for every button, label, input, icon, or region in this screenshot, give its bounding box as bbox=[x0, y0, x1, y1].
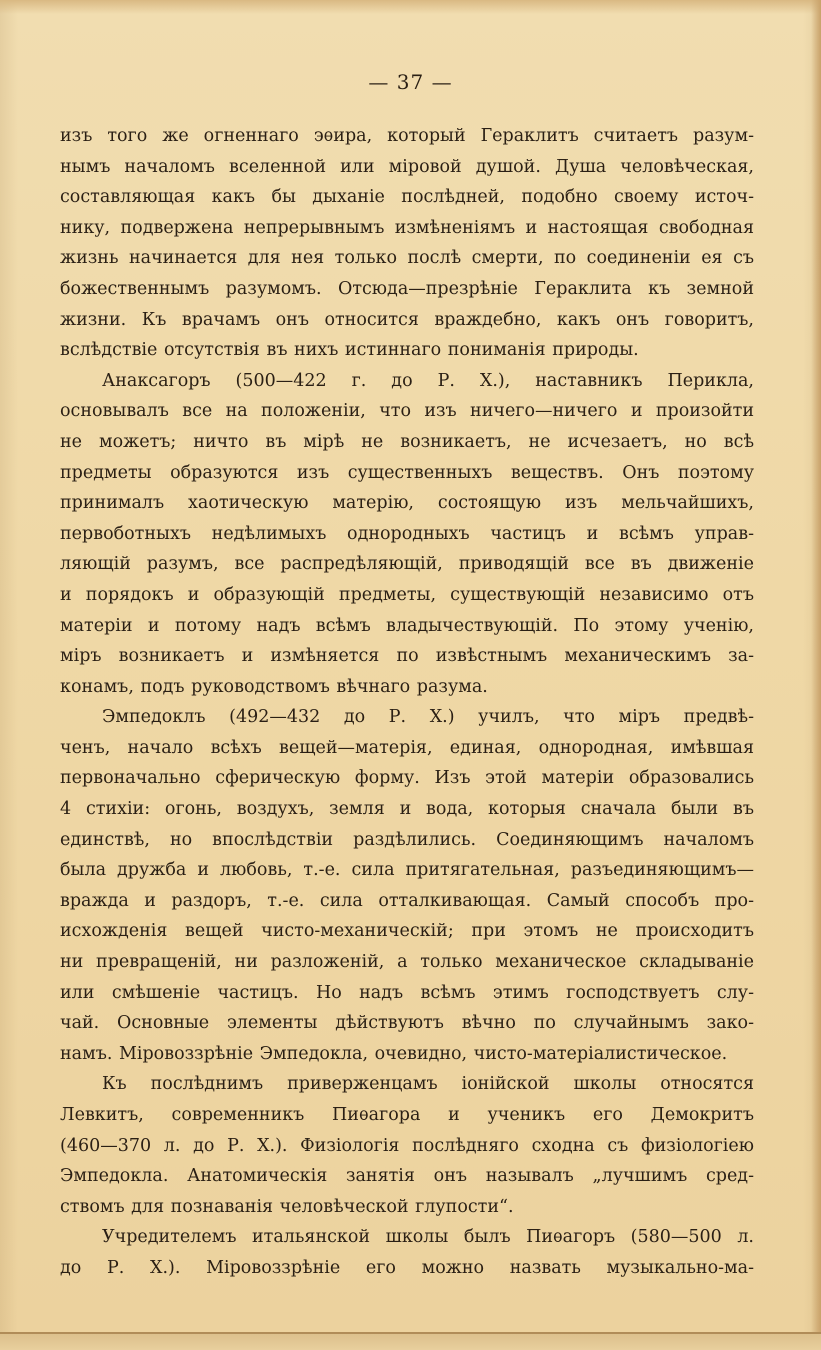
text-line: конамъ, подъ руководствомъ вѣчнаго разума. bbox=[60, 676, 488, 697]
text-line: не можетъ; ничто въ мірѣ не возникаетъ, не исчезаетъ, но всѣ bbox=[60, 431, 754, 452]
text-line: вслѣдствіе отсутствія въ нихъ истиннаго пониманія природы. bbox=[60, 340, 639, 361]
text-line: жизни. Къ врачамъ онъ относится враждебно, какъ онъ говоритъ, bbox=[60, 309, 754, 330]
text-line: вражда и раздоръ, т.-е. сила отталкивающая. Самый способъ про- bbox=[60, 890, 754, 911]
text-line: составляющая какъ бы дыханіе послѣдней, подобно своему источ- bbox=[60, 187, 754, 208]
text-line: нику, подвержена непрерывнымъ измѣненіямъ и настоящая свободная bbox=[60, 217, 754, 238]
text-line: Учредителемъ итальянской школы былъ Пиѳагоръ (580—500 л. bbox=[102, 1227, 754, 1248]
text-line: Эмпедоклъ (492—432 до Р. Х.) училъ, что міръ предвѣ- bbox=[102, 707, 754, 728]
text-line: Левкитъ, современникъ Пиѳагора и ученикъ его Демокритъ bbox=[60, 1105, 754, 1125]
text-line: была дружба и любовь, т.-е. сила притягательная, разъединяющимъ— bbox=[60, 860, 754, 881]
text-line: ляющій разумъ, все распредѣляющій, приводящій все въ движеніе bbox=[60, 554, 754, 575]
page-right-edge bbox=[811, 0, 821, 1350]
text-line: принималъ хаотическую матерію, состоящую изъ мельчайшихъ, bbox=[60, 493, 754, 514]
text-line: и порядокъ и образующій предметы, существующій независимо отъ bbox=[60, 584, 754, 605]
page-top-edge bbox=[0, 0, 821, 14]
text-line: нымъ началомъ вселенной или міровой душой. Душа человѣческая, bbox=[60, 156, 754, 177]
text-line: основывалъ все на положеніи, что изъ ничего—ничего и произойти bbox=[60, 401, 754, 422]
text-line: исхожденія вещей чисто-механическій; при этомъ не происходитъ bbox=[60, 921, 754, 942]
text-line: матеріи и потому надъ всѣмъ владычествующій. По этому ученію, bbox=[60, 615, 754, 636]
page-number: — 37 — bbox=[368, 70, 453, 94]
text-line: первоботныхъ недѣлимыхъ однородныхъ частицъ и всѣмъ управ- bbox=[60, 523, 754, 544]
text-line: или смѣшеніе частицъ. Но надъ всѣмъ этимъ господствуетъ слу- bbox=[60, 982, 754, 1003]
text-line: Эмпедокла. Анатомическія занятія онъ называлъ „лучшимъ сред- bbox=[60, 1166, 754, 1187]
text-line: ни превращеній, ни разложеній, а только механическое складываніе bbox=[60, 952, 754, 973]
text-line: единствѣ, но впослѣдствіи раздѣлились. Соединяющимъ началомъ bbox=[60, 829, 754, 850]
text-line: міръ возникаетъ и измѣняется по извѣстнымъ механическимъ за- bbox=[60, 646, 754, 667]
text-line: предметы образуются изъ существенныхъ веществъ. Онъ поэтому bbox=[60, 462, 754, 483]
text-line: божественнымъ разумомъ. Отсюда—презрѣніе Гераклита къ земной bbox=[60, 278, 754, 299]
text-line: ствомъ для познаванія человѣческой глупости“. bbox=[60, 1196, 514, 1217]
text-line: (460—370 л. до Р. Х.). Физіологія послѣдняго сходна съ физіологіею bbox=[60, 1135, 754, 1156]
text-line: первоначально сферическую форму. Изъ этой матеріи образовались bbox=[60, 768, 754, 789]
text-line: чай. Основные элементы дѣйствуютъ вѣчно по случайнымъ зако- bbox=[60, 1013, 754, 1034]
body-text bbox=[60, 121, 754, 1284]
text-line: намъ. Міровоззрѣніе Эмпедокла, очевидно, чисто-матеріалистическое. bbox=[60, 1043, 728, 1064]
text-line: изъ того же огненнаго эѳира, который Гераклитъ считаетъ разум- bbox=[60, 126, 754, 146]
text-line: 4 стихіи: огонь, воздухъ, земля и вода, которыя сначала были въ bbox=[60, 799, 754, 820]
text-line: Къ послѣднимъ приверженцамъ іонійской школы относятся bbox=[102, 1074, 754, 1095]
text-line: жизнь начинается для нея только послѣ смерти, по соединеніи ея съ bbox=[60, 248, 754, 269]
text-line: Анаксагоръ (500—422 г. до Р. Х.), наставникъ Перикла, bbox=[102, 370, 754, 391]
text-line: ченъ, начало всѣхъ вещей—матерія, единая, однородная, имѣвшая bbox=[60, 737, 754, 758]
page-bottom-band bbox=[0, 1334, 821, 1350]
text-line: до Р. Х.). Міровоззрѣніе его можно назвать музыкально-ма- bbox=[60, 1257, 754, 1278]
